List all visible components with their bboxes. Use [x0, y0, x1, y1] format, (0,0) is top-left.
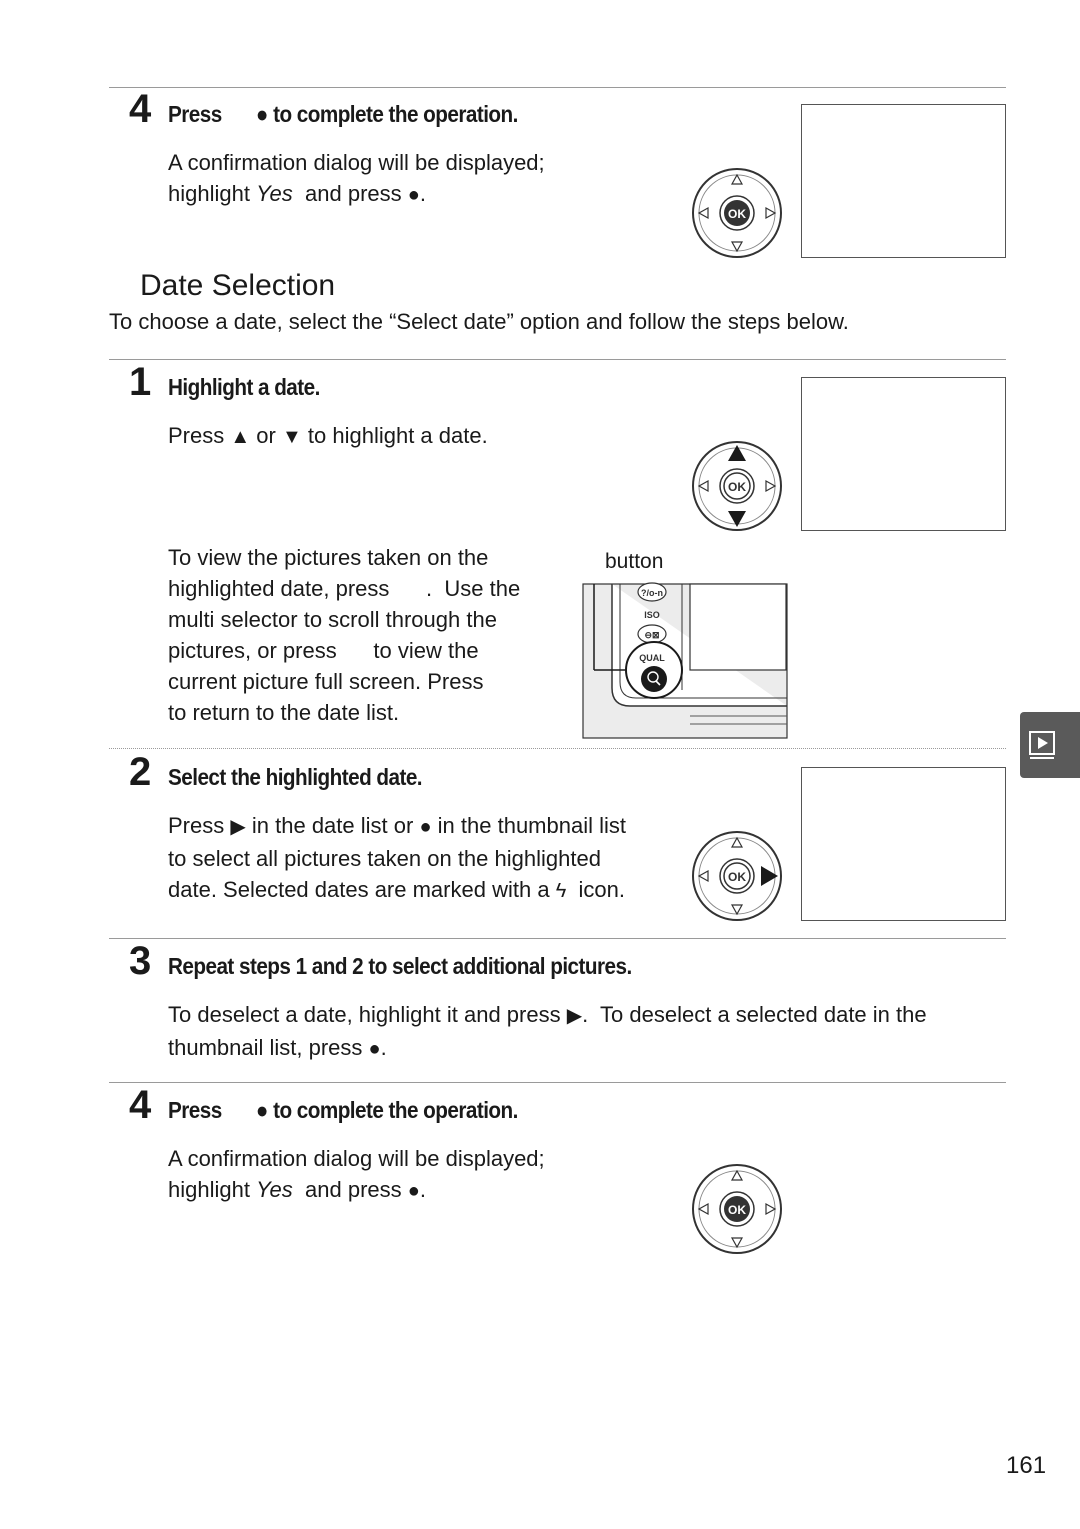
step-number: 3: [129, 939, 152, 983]
ok-button-symbol: ●: [255, 1097, 268, 1123]
step-body: A confirmation dialog will be displayed; highlight Yes and press ●.: [168, 1146, 545, 1202]
divider: [109, 938, 1006, 939]
protect-button-label: ?/o-n: [641, 588, 663, 598]
step-title: Select the highlighted date.: [168, 764, 423, 790]
step-number: 4: [129, 1083, 152, 1127]
step-body: A confirmation dialog will be displayed; highlight Yes and press ●.: [168, 150, 545, 206]
qual-label: QUAL: [639, 653, 665, 663]
playback-tab: [1020, 712, 1080, 778]
screen-image: [801, 104, 1006, 258]
step-title: Highlight a date.: [168, 374, 320, 400]
ok-button-symbol: ●: [407, 184, 420, 206]
ok-label: OK: [728, 207, 746, 221]
screen-image: [801, 767, 1006, 921]
step-number: 4: [129, 87, 152, 131]
down-arrow-icon: ▼: [281, 426, 302, 448]
ok-button-symbol: ●: [407, 1180, 420, 1202]
playback-icon: [1020, 712, 1080, 778]
multi-selector-icon: [691, 167, 783, 259]
divider: [109, 87, 1006, 88]
step-number: 1: [129, 360, 152, 404]
up-arrow-icon: ▲: [230, 426, 251, 448]
yes-option: Yes: [256, 1177, 293, 1202]
svg-text:⊖⊠: ⊖⊠: [644, 630, 660, 640]
selected-mark-icon: ϟ: [555, 880, 567, 902]
divider: [109, 748, 1006, 749]
view-instructions: To view the pictures taken on the highlighted date, press . Use the multi selector to scroll through the pictures, or press to view the current picture full screen. Press to return to the date list.: [168, 545, 521, 725]
button-label: button: [605, 550, 664, 573]
divider: [109, 359, 1006, 360]
step-body: Press ▶ in the date list or ● in the thumbnail list to select all pictures taken on the highlighted date. Selected dates are marked with a ϟ icon.: [168, 813, 626, 902]
multi-selector-right-icon: [691, 830, 783, 922]
camera-back-illustration: [582, 578, 788, 740]
step-title: Press ● to complete the operation.: [168, 1097, 518, 1123]
ok-button-symbol: ●: [255, 101, 268, 127]
ok-label: OK: [728, 480, 746, 494]
ok-button-symbol: ●: [419, 816, 432, 838]
ok-button-symbol: ●: [368, 1038, 381, 1060]
section-intro: To choose a date, select the “Select date” option and follow the steps below.: [109, 309, 849, 334]
multi-selector-icon: [691, 1163, 783, 1255]
divider: [109, 1082, 1006, 1083]
screen-image: [801, 377, 1006, 531]
ok-label: OK: [728, 1203, 746, 1217]
page-number: 161: [1006, 1452, 1047, 1479]
step-title: Repeat steps 1 and 2 to select additional pictures.: [168, 953, 632, 979]
step-body: To deselect a date, highlight it and press ▶. To deselect a selected date in the thumbnail list, press ●.: [168, 1002, 927, 1060]
step-title: Press ● to complete the operation.: [168, 101, 518, 127]
right-arrow-icon: ▶: [566, 1005, 583, 1027]
right-arrow-icon: ▶: [230, 816, 246, 838]
multi-selector-up-down-icon: [691, 440, 783, 532]
iso-label: ISO: [644, 610, 660, 620]
step-body: Press ▲ or ▼ to highlight a date.: [168, 423, 488, 448]
ok-label: OK: [728, 870, 746, 884]
yes-option: Yes: [256, 181, 293, 206]
step-number: 2: [129, 750, 152, 794]
section-title: Date Selection: [140, 269, 336, 302]
